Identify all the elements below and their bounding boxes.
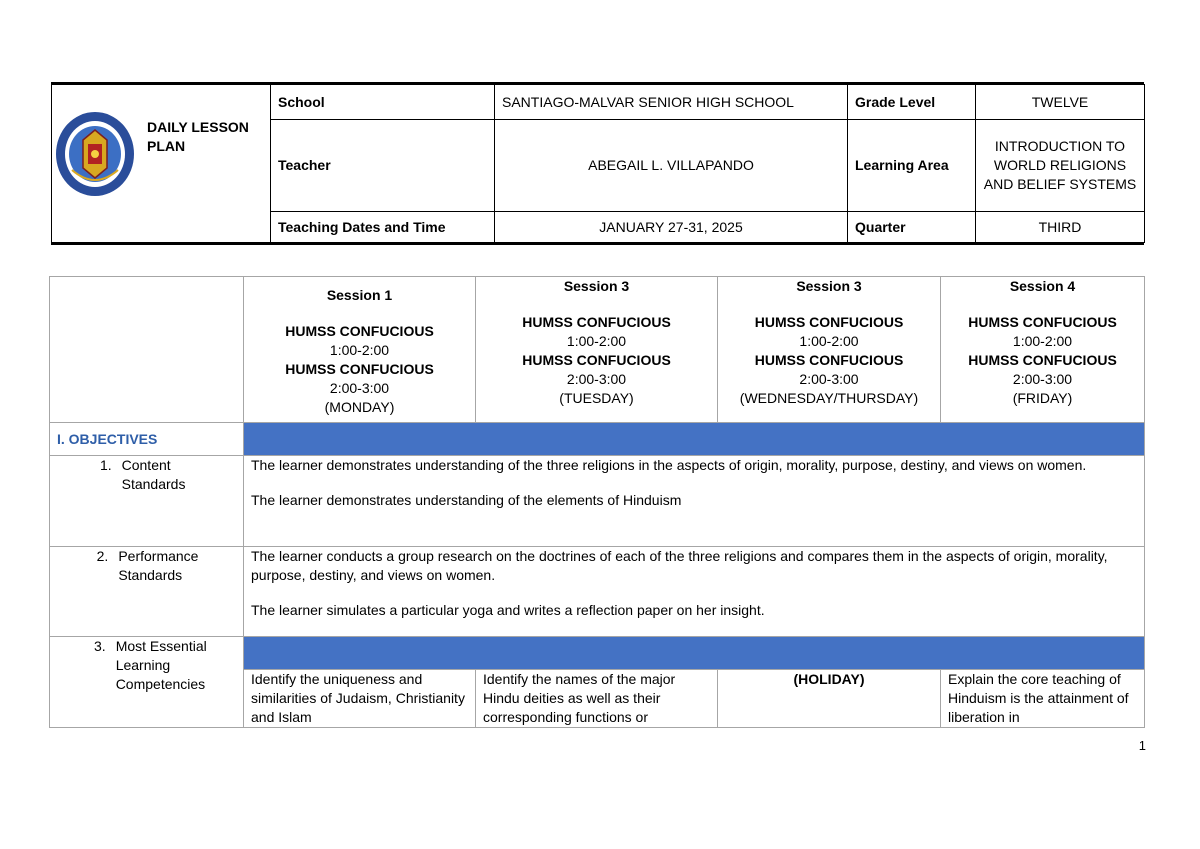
performance-standards-cell [244, 547, 1145, 637]
school-value: SANTIAGO-MALVAR SENIOR HIGH SCHOOL [495, 85, 848, 120]
list-number: 2. [96, 548, 109, 564]
session-time: 2:00-3:00 [329, 380, 390, 396]
session-1-header [244, 277, 476, 423]
session-4-header [941, 277, 1145, 423]
content-standards-text-1: The learner demonstrates understanding of the three religions in the aspects of origin, morality, purpose, destiny, and views on women. [251, 457, 1087, 473]
session-class: HUMSS CONFUCIOUS [754, 314, 904, 330]
quarter-value: THIRD [976, 212, 1145, 243]
teacher-label: Teacher [271, 120, 495, 212]
session-time: 1:00-2:00 [799, 333, 859, 349]
performance-standards-label: Performance Standards [118, 548, 199, 583]
performance-standards-text-2: The learner simulates a particular yoga and writes a reflection paper on her insight. [251, 602, 765, 618]
session-class: HUMSS CONFUCIOUS [522, 352, 671, 368]
melc-session-2: Identify the names of the major Hindu deities as well as their corresponding functions or [476, 670, 718, 728]
content-standards-cell [244, 456, 1145, 547]
session-day: (WEDNESDAY/THURSDAY) [739, 390, 919, 406]
session-title: Session 1 [326, 287, 393, 303]
content-standards-label-cell [50, 456, 244, 547]
session-time: 1:00-2:00 [329, 342, 390, 358]
header-table [51, 84, 1145, 243]
deped-seal-icon [54, 110, 136, 198]
session-class: HUMSS CONFUCIOUS [968, 352, 1117, 368]
objectives-band [244, 423, 1145, 456]
session-class: HUMSS CONFUCIOUS [285, 323, 434, 339]
content-standards-text-2: The learner demonstrates understanding of the elements of Hinduism [251, 492, 682, 508]
content-standards-label: Content Standards [121, 457, 186, 492]
daily-lesson-plan-title: DAILY LESSON PLAN [147, 119, 249, 154]
session-time: 1:00-2:00 [1012, 333, 1073, 349]
melc-label-cell [50, 637, 244, 728]
performance-standards-text-1: The learner conducts a group research on the doctrines of each of the three religions and compares them in the aspects of origin, morality, purpose, destiny, and views on women. [251, 548, 1108, 583]
learning-area-label: Learning Area [848, 120, 976, 212]
session-class: HUMSS CONFUCIOUS [522, 314, 671, 330]
session-title: Session 4 [1009, 278, 1076, 294]
session-title: Session 3 [563, 278, 630, 294]
melc-session-1: Identify the uniqueness and similarities of Judaism, Christianity and Islam [244, 670, 476, 728]
session-time: 2:00-3:00 [566, 371, 627, 387]
session-time: 2:00-3:00 [1012, 371, 1073, 387]
list-number: 1. [99, 457, 112, 473]
session-day: (FRIDAY) [1012, 390, 1073, 406]
list-number: 3. [94, 638, 106, 654]
session-3-header [718, 277, 941, 423]
quarter-label: Quarter [848, 212, 976, 243]
session-day: (MONDAY) [324, 399, 395, 415]
teaching-dates-value: JANUARY 27-31, 2025 [495, 212, 848, 243]
session-class: HUMSS CONFUCIOUS [754, 352, 904, 368]
grade-level-label: Grade Level [848, 85, 976, 120]
learning-area-value: INTRODUCTION TO WORLD RELIGIONS AND BELIEF SYSTEMS [976, 120, 1145, 212]
teacher-value: ABEGAIL L. VILLAPANDO [495, 120, 848, 212]
page-number: 1 [1138, 738, 1146, 753]
melc-session-3: (HOLIDAY) [718, 670, 941, 728]
melc-band [244, 637, 1145, 670]
melc-label: Most Essential Learning Competencies [115, 638, 207, 692]
session-time: 2:00-3:00 [799, 371, 859, 387]
session-time: 1:00-2:00 [566, 333, 627, 349]
session-2-header [476, 277, 718, 423]
session-class: HUMSS CONFUCIOUS [285, 361, 434, 377]
session-class: HUMSS CONFUCIOUS [968, 314, 1117, 330]
school-label: School [271, 85, 495, 120]
header-bottom-rule [51, 243, 1144, 245]
corner-cell [50, 277, 244, 423]
session-title: Session 3 [796, 278, 862, 294]
session-day: (TUESDAY) [559, 390, 634, 406]
performance-standards-label-cell [50, 547, 244, 637]
teaching-dates-label: Teaching Dates and Time [271, 212, 495, 243]
lesson-table [49, 276, 1145, 728]
grade-level-value: TWELVE [976, 85, 1145, 120]
melc-session-4: Explain the core teaching of Hinduism is the attainment of liberation in [941, 670, 1145, 728]
logo-cell [52, 85, 271, 243]
objectives-heading: I. OBJECTIVES [50, 423, 244, 456]
